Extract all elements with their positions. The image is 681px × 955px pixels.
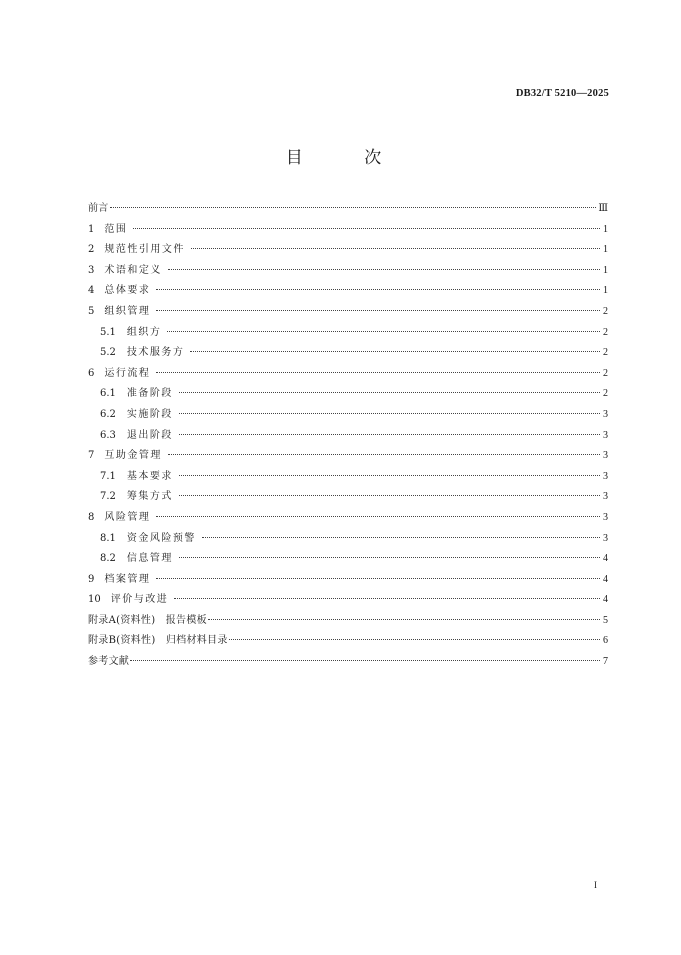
toc-entry[interactable] [88, 384, 608, 405]
toc-entry[interactable] [88, 611, 608, 632]
toc-entry-number: 8 [88, 511, 95, 523]
dot-leader [179, 392, 600, 393]
dot-leader [110, 207, 597, 208]
toc-entry[interactable] [88, 529, 608, 550]
toc-entry-page: 7 [603, 656, 608, 668]
toc-entry[interactable] [88, 631, 608, 652]
toc-entry[interactable] [88, 446, 608, 467]
toc-entry[interactable] [88, 549, 608, 570]
toc-entry-number: 7 [88, 450, 95, 462]
toc-entry[interactable] [88, 508, 608, 529]
toc-entry[interactable] [88, 302, 608, 323]
toc-entry-page: 2 [603, 367, 608, 379]
toc-entry[interactable] [88, 652, 608, 673]
toc-entry-page: 6 [603, 635, 608, 647]
toc-entry-label: 筹集方式 [126, 491, 173, 503]
toc-entry-number: 6.2 [100, 408, 116, 420]
toc-entry-page: 3 [603, 532, 608, 544]
dot-leader [133, 228, 600, 229]
toc-entry-page: 3 [603, 450, 608, 462]
toc-entry[interactable] [88, 426, 608, 447]
toc-entry-label: 组织方 [126, 326, 162, 338]
toc-entry-label: 实施阶段 [126, 408, 173, 420]
toc-entry[interactable] [88, 240, 608, 261]
page-number: I [594, 880, 597, 890]
toc-entry-number: 6.3 [100, 429, 116, 441]
toc-entry-label: 档案管理 [104, 573, 151, 585]
toc-entry-number: 7.1 [100, 470, 116, 482]
toc-entry-number: 6.1 [100, 388, 116, 400]
toc-entry-page: 3 [603, 408, 608, 420]
toc-entry-page: 3 [603, 491, 608, 503]
toc-entry[interactable] [88, 364, 608, 385]
toc-entry-label: 基本要求 [126, 470, 173, 482]
toc-entry-label: 前言 [88, 203, 109, 214]
toc-entry[interactable] [88, 590, 608, 611]
toc-entry-label: 总体要求 [104, 285, 151, 297]
toc-entry-number: 5.1 [100, 326, 116, 338]
toc-entry[interactable] [88, 467, 608, 488]
dot-leader [156, 578, 600, 579]
toc-entry-number: 6 [88, 367, 95, 379]
toc-entry-page: 3 [603, 470, 608, 482]
toc-entry-number: 8.2 [100, 553, 116, 565]
toc-entry-page: 5 [603, 614, 608, 626]
toc-entry-number: 3 [88, 264, 95, 276]
toc-entry-page: Ⅲ [598, 203, 608, 214]
toc-entry-label: 评价与改进 [110, 594, 169, 606]
dot-leader [208, 619, 600, 620]
toc-entry-label: 互助金管理 [104, 450, 162, 462]
toc-entry-number: 2 [88, 244, 95, 256]
dot-leader [179, 434, 600, 435]
toc-entry-label: 技术服务方 [126, 347, 185, 359]
toc-entry-label: 范围 [104, 223, 128, 235]
toc-entry-label: 术语和定义 [104, 264, 162, 276]
dot-leader [167, 331, 600, 332]
toc-entry-label: 准备阶段 [126, 388, 173, 400]
toc-entry-number: 7.2 [100, 491, 116, 503]
toc-entry[interactable] [88, 199, 608, 220]
toc-entry-number: 9 [88, 573, 95, 585]
toc-entry-page: 4 [603, 594, 608, 606]
toc-entry-number: 5.2 [100, 347, 116, 359]
toc-entry-label: 附录B(资料性) 归档材料目录 [88, 635, 228, 647]
toc-entry-page: 2 [603, 305, 608, 317]
standard-code: DB32/T 5210—2025 [515, 88, 609, 99]
toc-entry-page: 1 [603, 264, 608, 276]
toc-entry[interactable] [88, 570, 608, 591]
toc-entry-number: 5 [88, 305, 95, 317]
dot-leader [179, 413, 600, 414]
toc-entry-label: 运行流程 [104, 367, 151, 379]
toc-entry-label: 风险管理 [104, 511, 151, 523]
toc-entry-number: 10 [88, 594, 101, 606]
toc-entry-label: 退出阶段 [126, 429, 173, 441]
dot-leader [168, 454, 600, 455]
toc-entry-label: 资金风险预警 [126, 532, 196, 544]
toc-entry-label: 附录A(资料性) 报告模板 [88, 614, 207, 626]
toc-entry-page: 4 [603, 573, 608, 585]
dot-leader [229, 639, 600, 640]
toc-entry[interactable] [88, 261, 608, 282]
page-title: 目 次 [285, 148, 410, 168]
dot-leader [156, 372, 600, 373]
toc-entry[interactable] [88, 343, 608, 364]
toc-entry-page: 3 [603, 429, 608, 441]
toc-entry-number: 1 [88, 223, 95, 235]
toc-entry-label: 信息管理 [126, 553, 173, 565]
toc-entry-page: 2 [603, 388, 608, 400]
toc-entry-number: 4 [88, 285, 95, 297]
dot-leader [191, 248, 600, 249]
dot-leader [202, 537, 600, 538]
dot-leader [190, 351, 600, 352]
dot-leader [179, 495, 600, 496]
dot-leader [130, 660, 600, 661]
toc-entry[interactable] [88, 281, 608, 302]
dot-leader [179, 475, 600, 476]
toc-entry-page: 1 [603, 244, 608, 256]
toc-entry-label: 组织管理 [104, 305, 151, 317]
toc-entry[interactable] [88, 487, 608, 508]
toc-entry-page: 1 [603, 223, 608, 235]
dot-leader [156, 516, 600, 517]
dot-leader [168, 269, 600, 270]
dot-leader [156, 289, 600, 290]
toc-entry-page: 1 [603, 285, 608, 297]
toc-entry[interactable] [88, 405, 608, 426]
toc-entry[interactable] [88, 323, 608, 344]
dot-leader [156, 310, 600, 311]
dot-leader [179, 557, 600, 558]
dot-leader [174, 598, 600, 599]
toc-entry-label: 规范性引用文件 [104, 244, 185, 256]
table-of-contents [88, 199, 608, 673]
toc-entry[interactable] [88, 220, 608, 241]
toc-entry-page: 2 [603, 347, 608, 359]
toc-entry-number: 8.1 [100, 532, 116, 544]
toc-entry-page: 4 [603, 553, 608, 565]
toc-entry-page: 3 [603, 511, 608, 523]
toc-entry-label: 参考文献 [88, 656, 130, 668]
toc-entry-page: 2 [603, 326, 608, 338]
